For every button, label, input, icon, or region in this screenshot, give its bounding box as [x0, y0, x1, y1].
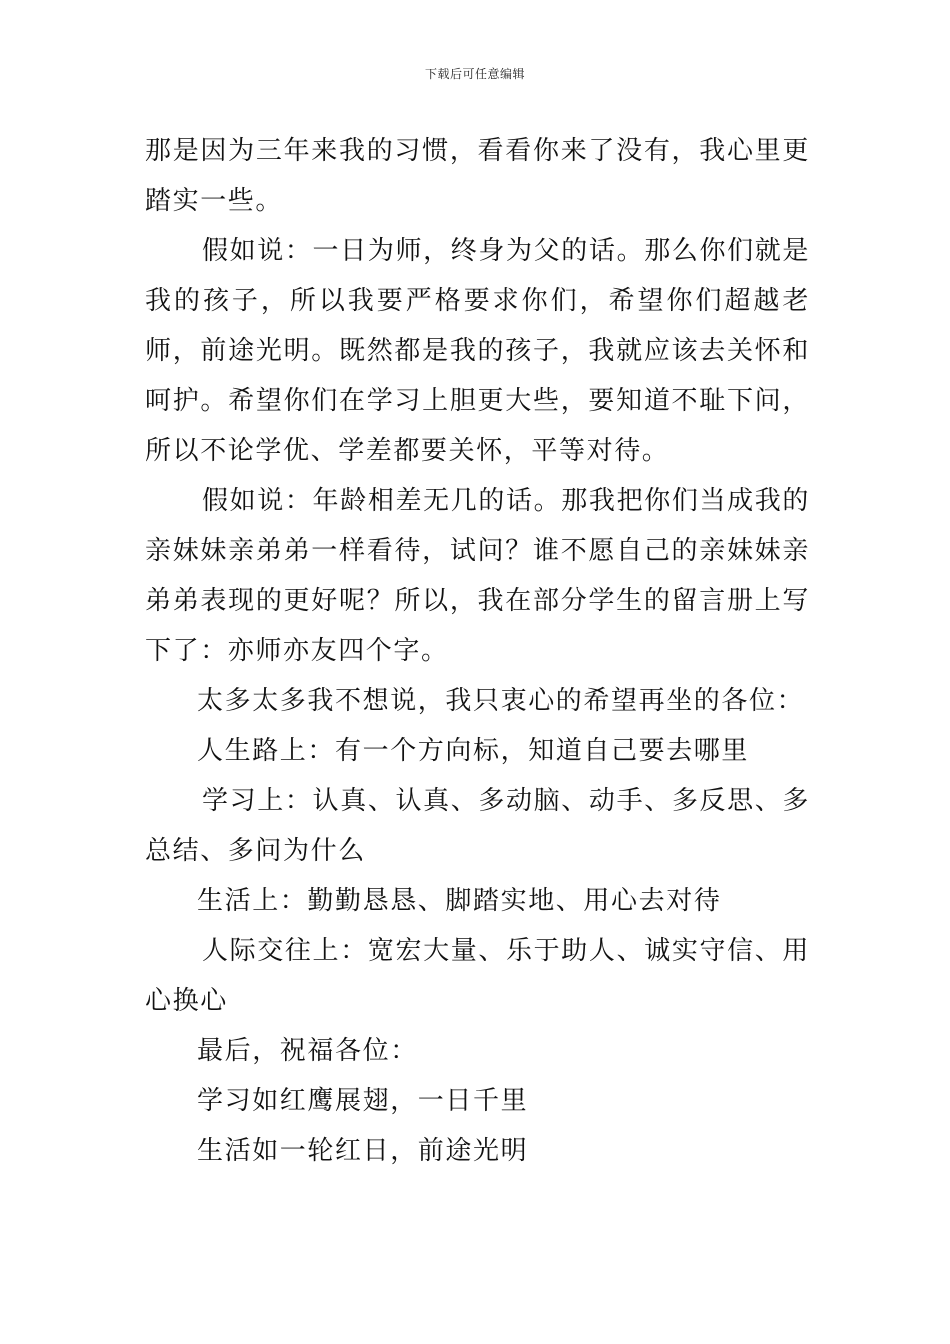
- paragraph-2: 假如说：一日为师，终身为父的话。那么你们就是我的孩子，所以我要严格要求你们，希望你们超越老师，前途光明。既然都是我的孩子，我就应该去关怀和呵护。希望你们在学习上胆更大些，要知道不耻下问，所以不论学优、学差都要关怀，平等对待。: [145, 236, 810, 466]
- paragraph-1: 那是因为三年来我的习惯，看看你来了没有，我心里更踏实一些。: [145, 136, 810, 216]
- paragraph-5: 人生路上：有一个方向标，知道自己要去哪里: [197, 736, 750, 766]
- paragraph-10: 学习如红鹰展翅，一日千里: [197, 1086, 529, 1116]
- page-header: 下载后可任意编辑: [424, 67, 525, 81]
- paragraph-8: 人际交往上：宽宏大量、乐于助人、诚实守信、用心换心: [145, 936, 810, 1016]
- paragraph-6: 学习上：认真、认真、多动脑、动手、多反思、多总结、多问为什么: [145, 786, 810, 866]
- paragraph-7: 生活上：勤勤恳恳、脚踏实地、用心去对待: [197, 886, 722, 916]
- document-body: [145, 126, 810, 1176]
- paragraph-4: 太多太多我不想说，我只衷心的希望再坐的各位：: [197, 686, 805, 716]
- paragraph-11: 生活如一轮红日，前途光明: [197, 1136, 529, 1166]
- paragraph-9: 最后，祝福各位：: [197, 1036, 418, 1066]
- paragraph-3: 假如说：年龄相差无几的话。那我把你们当成我的亲妹妹亲弟弟一样看待，试问？谁不愿自己的亲妹妹亲弟弟表现的更好呢？所以，我在部分学生的留言册上写下了：亦师亦友四个字。: [145, 486, 810, 666]
